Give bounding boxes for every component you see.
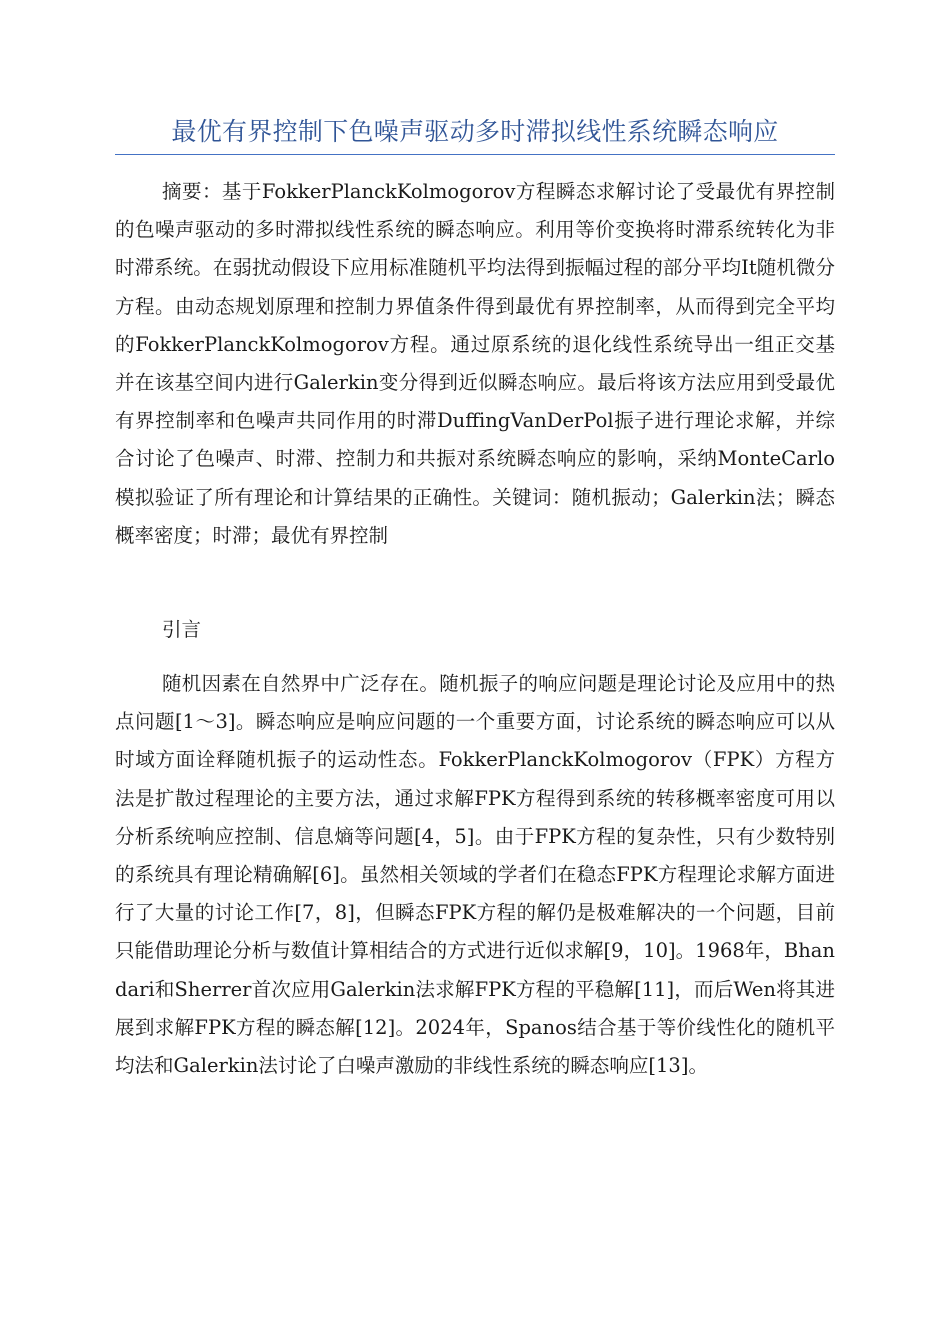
introduction-paragraph: 随机因素在自然界中广泛存在。随机振子的响应问题是理论讨论及应用中的热点问题[1～3]。瞬态响应是响应问题的一个重要方面，讨论系统的瞬态响应可以从时域方面诠释随机振子的运动性态。FokkerPlanckKolmogorov（FPK）方程方法是扩散过程理论的主要方法，通过求解FPK方程得到系统的转移概率密度可用以分析系统响应控制、信息熵等问题[4，5]。由于FPK方程的复杂性，只有少数特别的系统具有理论精确解[6]。虽然相关领域的学者们在稳态FPK方程理论求解方面进行了大量的讨论工作[7，8]，但瞬态FPK方程的解仍是极难解决的一个问题，目前只能借助理论分析与数值计算相结合的方式进行近似求解[9，10]。1968年，Bhandari和Sherrer首次应用Galerkin法求解FPK方程的平稳解[11]，而后Wen将其进展到求解FPK方程的瞬态解[12]。2024年，Spanos结合基于等价线性化的随机平均法和Galerkin法讨论了白噪声激励的非线性系统的瞬态响应[13]。: [115, 672, 835, 1078]
title-underline: [115, 154, 835, 155]
abstract-paragraph: 摘要：基于FokkerPlanckKolmogorov方程瞬态求解讨论了受最优有界控制的色噪声驱动的多时滞拟线性系统的瞬态响应。利用等价变换将时滞系统转化为非时滞系统。在弱扰动假设下应用标准随机平均法得到振幅过程的部分平均It随机微分方程。由动态规划原理和控制力界值条件得到最优有界控制率，从而得到完全平均的FokkerPlanckKolmogorov方程。通过原系统的退化线性系统导出一组正交基并在该基空间内进行Galerkin变分得到近似瞬态响应。最后将该方法应用到受最优有界控制率和色噪声共同作用的时滞DuffingVanDerPol振子进行理论求解，并综合讨论了色噪声、时滞、控制力和共振对系统瞬态响应的影响，采纳MonteCarlo模拟验证了所有理论和计算结果的正确性。关键词：随机振动；Galerkin法；瞬态概率密度；时滞；最优有界控制: [115, 180, 835, 547]
document-title: 最优有界控制下色噪声驱动多时滞拟线性系统瞬态响应: [171, 117, 779, 146]
section-heading-introduction: 引言: [162, 618, 202, 641]
